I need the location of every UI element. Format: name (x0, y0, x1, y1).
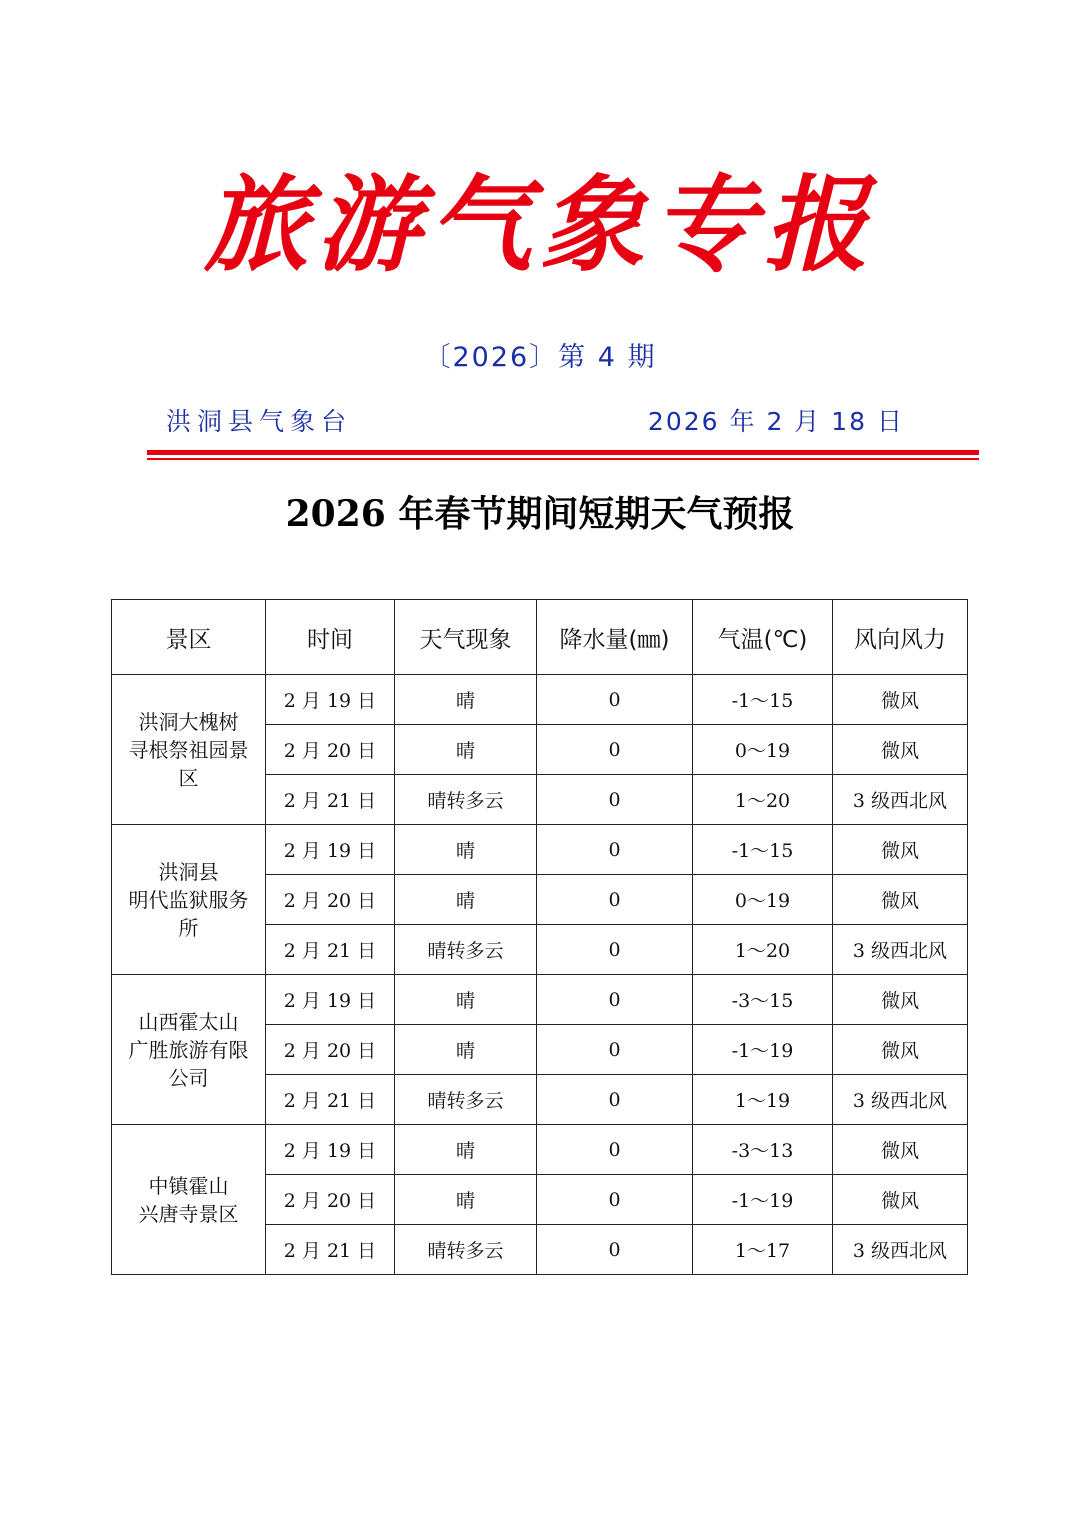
weather-cell: 晴转多云 (395, 925, 537, 975)
site-name-line: 兴唐寺景区 (138, 1201, 239, 1226)
weather-cell: 晴转多云 (395, 1075, 537, 1125)
issue-number: 〔2026〕第 4 期 (423, 342, 657, 373)
precip-cell: 0 (537, 825, 693, 875)
wind-cell: 微风 (833, 1025, 968, 1075)
publish-date: 2026 年 2 月 18 日 (647, 407, 904, 436)
header-rule-thin (147, 458, 979, 460)
precip-cell: 0 (537, 875, 693, 925)
page-headline: 2026 年春节期间短期天气预报 (285, 493, 795, 535)
temp-cell: 1～20 (693, 925, 833, 975)
publisher-name: 洪洞县气象台 (166, 407, 353, 436)
date-cell: 2 月 21 日 (266, 1075, 395, 1125)
weather-cell: 晴 (395, 1175, 537, 1225)
precip-cell: 0 (537, 675, 693, 725)
date-cell: 2 月 20 日 (266, 725, 395, 775)
wind-cell: 3 级西北风 (833, 1225, 968, 1275)
weather-cell: 晴 (395, 725, 537, 775)
col-header-precip: 降水量(㎜) (537, 600, 693, 675)
temp-cell: 0～19 (693, 725, 833, 775)
site-name-line: 山西霍太山 (138, 1009, 239, 1034)
table-header-row (112, 600, 968, 675)
precip-cell: 0 (537, 1125, 693, 1175)
col-header-temp: 气温(℃) (693, 600, 833, 675)
site-name-line: 明代监狱服务 (128, 887, 249, 912)
header-rule-thick (147, 450, 979, 455)
weather-cell: 晴 (395, 975, 537, 1025)
wind-cell: 3 级西北风 (833, 925, 968, 975)
temp-cell: 1～20 (693, 775, 833, 825)
site-name-cell (112, 1125, 266, 1275)
date-cell: 2 月 20 日 (266, 875, 395, 925)
date-cell: 2 月 21 日 (266, 925, 395, 975)
precip-cell: 0 (537, 775, 693, 825)
col-header-wind: 风向风力 (833, 600, 968, 675)
date-cell: 2 月 21 日 (266, 1225, 395, 1275)
precip-cell: 0 (537, 725, 693, 775)
site-name-cell (112, 675, 266, 825)
site-name-cell (112, 975, 266, 1125)
weather-cell: 晴转多云 (395, 1225, 537, 1275)
precip-cell: 0 (537, 1175, 693, 1225)
weather-cell: 晴转多云 (395, 775, 537, 825)
site-name-line: 区 (178, 765, 199, 790)
precip-cell: 0 (537, 1025, 693, 1075)
wind-cell: 微风 (833, 675, 968, 725)
temp-cell: -3～15 (693, 975, 833, 1025)
table-row (112, 825, 968, 875)
forecast-table (111, 599, 968, 1275)
wind-cell: 3 级西北风 (833, 775, 968, 825)
weather-cell: 晴 (395, 1125, 537, 1175)
table-row (112, 675, 968, 725)
site-name-line: 广胜旅游有限 (128, 1037, 249, 1062)
temp-cell: -1～15 (693, 825, 833, 875)
site-name-line: 所 (178, 915, 199, 940)
precip-cell: 0 (537, 925, 693, 975)
precip-cell: 0 (537, 1225, 693, 1275)
wind-cell: 微风 (833, 875, 968, 925)
date-cell: 2 月 20 日 (266, 1175, 395, 1225)
col-header-date: 时间 (266, 600, 395, 675)
date-cell: 2 月 21 日 (266, 775, 395, 825)
date-cell: 2 月 19 日 (266, 975, 395, 1025)
date-cell: 2 月 20 日 (266, 1025, 395, 1075)
weather-cell: 晴 (395, 675, 537, 725)
site-name-line: 公司 (168, 1065, 209, 1090)
date-cell: 2 月 19 日 (266, 675, 395, 725)
wind-cell: 微风 (833, 975, 968, 1025)
date-cell: 2 月 19 日 (266, 1125, 395, 1175)
precip-cell: 0 (537, 1075, 693, 1125)
temp-cell: 0～19 (693, 875, 833, 925)
temp-cell: -3～13 (693, 1125, 833, 1175)
date-cell: 2 月 19 日 (266, 825, 395, 875)
site-name-line: 洪洞县 (158, 859, 219, 884)
col-header-weather: 天气现象 (395, 600, 537, 675)
wind-cell: 微风 (833, 1125, 968, 1175)
masthead-title: 旅游气象专报 (203, 163, 876, 286)
wind-cell: 微风 (833, 1175, 968, 1225)
table-row (112, 1125, 968, 1175)
table-row (112, 975, 968, 1025)
weather-cell: 晴 (395, 1025, 537, 1075)
site-name-line: 寻根祭祖园景 (128, 737, 249, 762)
temp-cell: 1～17 (693, 1225, 833, 1275)
col-header-site: 景区 (112, 600, 266, 675)
precip-cell: 0 (537, 975, 693, 1025)
wind-cell: 3 级西北风 (833, 1075, 968, 1125)
site-name-line: 中镇霍山 (148, 1173, 229, 1198)
wind-cell: 微风 (833, 725, 968, 775)
site-name-cell (112, 825, 266, 975)
temp-cell: -1～19 (693, 1025, 833, 1075)
wind-cell: 微风 (833, 825, 968, 875)
temp-cell: 1～19 (693, 1075, 833, 1125)
site-name-line: 洪洞大槐树 (138, 709, 239, 734)
temp-cell: -1～15 (693, 675, 833, 725)
weather-cell: 晴 (395, 875, 537, 925)
weather-cell: 晴 (395, 825, 537, 875)
temp-cell: -1～19 (693, 1175, 833, 1225)
